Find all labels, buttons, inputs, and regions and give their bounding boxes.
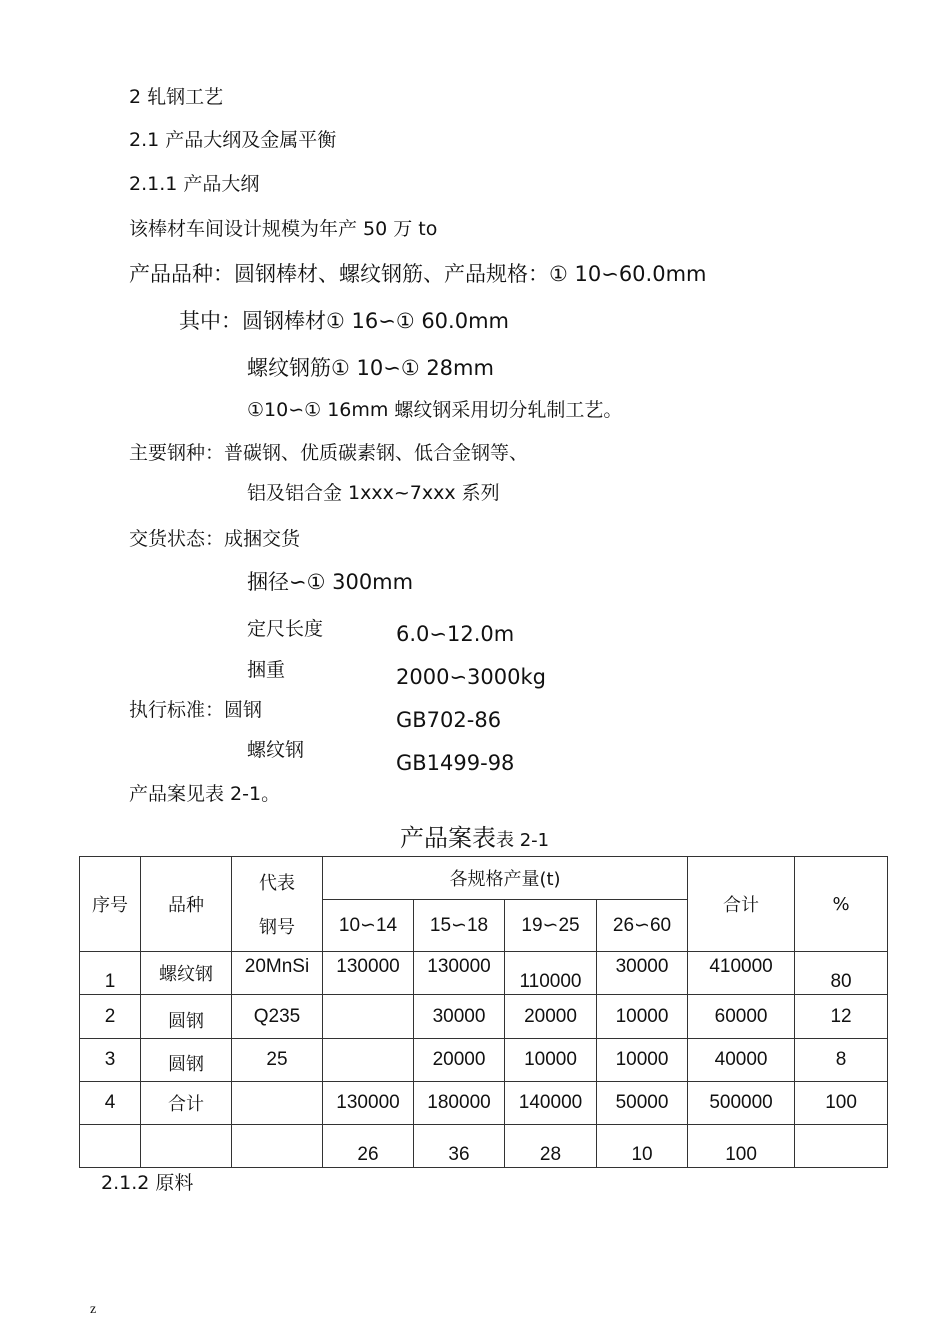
cell: 26	[357, 1144, 379, 1165]
header-rep-steel	[232, 857, 323, 952]
table-row	[80, 1082, 888, 1125]
cell: 合计	[168, 1094, 204, 1115]
header-percent: %	[795, 857, 888, 952]
split-rolling-text: ①10∽① 16mm 螺纹钢采用切分轧制工艺。	[247, 399, 623, 421]
cell: 10	[631, 1144, 653, 1165]
heading-2-1-2: 2.1.2 原料	[101, 1172, 194, 1194]
fixed-length-value: 6.0∽12.0m	[396, 622, 515, 646]
cell: 1	[104, 971, 116, 992]
table-caption-sub: 表 2-1	[496, 830, 550, 851]
table-row	[80, 1039, 888, 1082]
heading-2-1: 2.1 产品大纲及金属平衡	[129, 129, 337, 151]
header-rep-top: 代表	[259, 873, 295, 894]
fixed-length-label: 定尺长度	[247, 618, 324, 640]
heading-2: 2 轧钢工艺	[129, 86, 224, 108]
cell: 20000	[432, 1049, 486, 1070]
bundle-diameter-text: 捆径∽① 300mm	[247, 570, 414, 594]
header-total: 合计	[688, 857, 795, 952]
cell: 500000	[709, 1092, 773, 1113]
cell: 4	[104, 1092, 116, 1113]
cell: 3	[104, 1049, 116, 1070]
standard-label: 执行标准：圆钢	[129, 699, 263, 721]
table-row	[80, 952, 888, 995]
cell: 2	[104, 1005, 116, 1027]
subheader-26-60: 26∽60	[597, 900, 688, 952]
cell: 10000	[524, 1049, 577, 1070]
cell: 100	[825, 1092, 857, 1113]
cell: 130000	[427, 956, 491, 977]
cell: 130000	[336, 956, 400, 977]
standard-rebar-label: 螺纹钢	[247, 739, 305, 761]
cell: 50000	[615, 1092, 669, 1113]
cell: 圆钢	[168, 1010, 204, 1032]
delivery-state-text: 交货状态：成捆交货	[129, 528, 301, 550]
among-round-text: 其中：圆钢棒材① 16∽① 60.0mm	[179, 309, 509, 333]
among-rebar-text: 螺纹钢筋① 10∽① 28mm	[247, 356, 494, 380]
cell: 180000	[427, 1092, 491, 1113]
cell: 圆钢	[168, 1054, 204, 1075]
table-row	[80, 995, 888, 1039]
cell: 100	[725, 1144, 757, 1165]
aluminum-text: 铝及铝合金 1xxx~7xxx 系列	[247, 482, 500, 504]
cell: 10000	[615, 1049, 669, 1070]
table-caption-main: 产品案表	[400, 824, 496, 852]
cell: 30000	[615, 956, 669, 977]
cell: 20MnSi	[244, 956, 310, 977]
product-table	[79, 856, 888, 1168]
subheader-19-25: 19∽25	[505, 900, 597, 952]
bundle-weight-label: 捆重	[247, 659, 286, 681]
cell: Q235	[253, 1005, 301, 1027]
table-row	[80, 1125, 888, 1168]
cell: 80	[830, 971, 852, 992]
header-rep-bottom: 钢号	[259, 917, 295, 938]
steel-grades-text: 主要钢种：普碳钢、优质碳素钢、低合金钢等、	[129, 442, 529, 464]
standard-rebar-value: GB1499-98	[396, 751, 515, 775]
cell: 20000	[524, 1005, 577, 1027]
cell: 410000	[709, 956, 773, 977]
cell: 螺纹钢	[159, 964, 213, 985]
cell: 30000	[432, 1005, 486, 1027]
cell: 110000	[519, 971, 582, 992]
footer-mark: z	[90, 1302, 97, 1317]
header-seq: 序号	[80, 857, 141, 952]
cell: 8	[835, 1049, 847, 1070]
header-output: 各规格产量(t)	[323, 857, 688, 900]
cell: 10000	[615, 1005, 669, 1027]
cell: 40000	[714, 1049, 768, 1070]
cell: 130000	[336, 1092, 400, 1113]
scale-text: 该棒材车间设计规模为年产 50 万 to	[129, 218, 438, 240]
see-table-text: 产品案见表 2-1。	[129, 783, 281, 805]
table-caption	[400, 818, 549, 853]
cell: 140000	[518, 1092, 583, 1113]
subheader-10-14: 10∽14	[323, 900, 414, 952]
header-variety: 品种	[141, 857, 232, 952]
cell: 60000	[714, 1005, 768, 1027]
heading-2-1-1: 2.1.1 产品大纲	[129, 173, 260, 195]
cell: 28	[539, 1144, 562, 1165]
cell: 36	[448, 1144, 470, 1165]
varieties-text: 产品品种：圆钢棒材、螺纹钢筋、产品规格：① 10∽60.0mm	[129, 262, 707, 286]
subheader-15-18: 15∽18	[414, 900, 505, 952]
standard-round-value: GB702-86	[396, 708, 502, 732]
cell: 12	[830, 1005, 852, 1027]
bundle-weight-value: 2000∽3000kg	[396, 665, 546, 689]
cell: 25	[266, 1049, 288, 1070]
